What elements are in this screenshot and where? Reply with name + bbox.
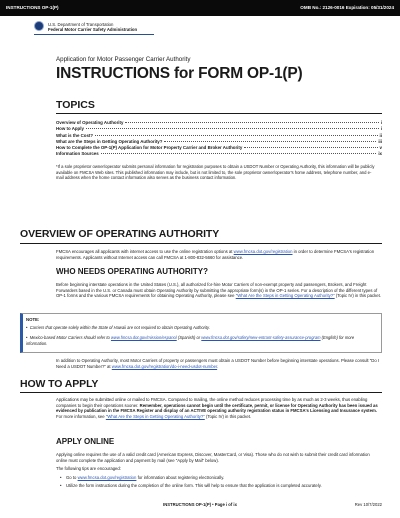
apply-online-heading: APPLY ONLINE [56, 437, 115, 446]
toc-heading: TOPICS [56, 99, 95, 111]
how-to-apply-bold: Remember, operations cannot begin until the certificate, permit, or license for Operating Authority has been issued as evidenced by publication in the FMCSA Register and display of an ACTIVE operating authority registration status in FMCSA's Licensing and Insurance system. [56, 402, 378, 414]
how-to-apply-paragraph [56, 397, 382, 420]
note-mexico-text: (Spanish) or [176, 335, 202, 340]
note-mexico-text: (English) for more information. [26, 335, 355, 346]
steps-link-2[interactable]: "What Are the Steps in Getting Operating Authority?" [105, 414, 205, 420]
apply-online-paragraph: Applying online requires the use of a valid credit card (American Express, Discover, MasterCard, or Visa). Those who do not wish to submit their credit card information online must complete the application and payment by mail (see "Apply by Mail" below). [56, 452, 370, 463]
usdot-link[interactable]: www.fmcsa.dot.gov/registration/do-i-need-usdot-number [111, 363, 218, 369]
toc-item-label: How to Complete the OP-1(P) Application for Motor Property Carrier and Broker Authority [56, 145, 243, 151]
toc-item-page: v [379, 145, 382, 151]
how-to-apply-heading: HOW TO APPLY [20, 378, 99, 390]
toc-leader [125, 122, 378, 123]
toc-leader [86, 128, 379, 129]
note-hawaii: • Carriers that operate solely within the State of Hawaii are not required to obtain Operating Authority. [26, 325, 210, 330]
who-needs-text: Before beginning interstate operations in the United States (U.S.), all authorized for-hire Motor Carriers of non-exempt property and passengers, Brokers, and Freight Forwarders based in the U.S. or Canada must obtain Operating Authority by submitting the appropriate form(s) in the OP-1 series. For a description of the different types of OP-1 forms and the various FMCSA requirements for obtaining Operating Authority, please see [56, 282, 378, 299]
note-box [20, 313, 382, 353]
page-title: INSTRUCTIONS for FORM OP-1(P) [56, 65, 303, 82]
toc-item-label: Information Sources [56, 151, 99, 157]
pre-title: Application for Motor Passenger Carrier Authority [56, 56, 191, 63]
registration-link[interactable]: www.fmcsa.dot.gov/registration [233, 249, 293, 254]
tip-item: • Utilize the form instructions during the completion of the online form. This will help to ensure that the application is completed accurately. [66, 483, 382, 489]
toc-divider [56, 113, 382, 114]
note-label: NOTE: [26, 317, 40, 322]
english-link[interactable]: www.fmcsa.dot.gov/safety/new-entrant-safety-assurance-program [201, 335, 321, 340]
steps-link[interactable]: "What Are the Steps in Getting Operating Authority?" [235, 293, 335, 299]
usdot-text: In addition to Operating Authority, most Motor Carriers of property or passengers must obtain a USDOT Number before beginning interstate operations. Please consult "Do I Need a USDOT Number?" at [56, 358, 380, 369]
toc-item-label: What are the Steps in Getting Operating Authority? [56, 138, 163, 144]
tip-text: for information about registering electronically. [136, 475, 225, 480]
tip-registration-link[interactable]: www.fmcsa.dot.gov/registration [77, 475, 137, 480]
overview-text: in order to determine FMCSA's registration requirements. Applicants without Internet access can call FMCSA at 1-800-832-5660 for assistance. [56, 249, 375, 260]
overview-divider [20, 243, 382, 244]
toc-list [56, 120, 382, 158]
tip-item [66, 475, 382, 481]
how-to-apply-divider [20, 392, 382, 393]
who-needs-text: (Topic IV) in this packet. [334, 293, 381, 299]
header-bar [0, 0, 400, 16]
usdot-paragraph [56, 358, 382, 369]
who-needs-heading: WHO NEEDS OPERATING AUTHORITY? [56, 267, 208, 276]
overview-heading: OVERVIEW OF OPERATING AUTHORITY [20, 228, 220, 240]
toc-leader [244, 147, 377, 148]
agency-divider [34, 34, 154, 35]
agency-department: U.S. Department of Transportation [48, 22, 114, 27]
toc-item-label: Overview of Operating Authority [56, 120, 124, 125]
tip-text: Go to [66, 475, 78, 480]
toc-item-page: i [380, 120, 382, 125]
dot-seal-icon [34, 21, 44, 31]
toc-item-label: How to Apply [56, 126, 84, 132]
agency-block [48, 22, 137, 32]
header-omb-number: OMB No.: 2126-0016 Expiration: 05/31/2024 [300, 5, 394, 10]
toc-item-page: iii [378, 138, 382, 144]
tips-intro: The following tips are encouraged: [56, 466, 121, 471]
toc-leader [164, 141, 376, 142]
toc-item-label: What is the Cost? [56, 132, 94, 138]
toc-item-page: i [380, 126, 382, 132]
who-needs-paragraph [56, 282, 382, 299]
toc-leader [101, 153, 377, 154]
how-to-apply-text: For more information, see [56, 414, 106, 420]
spanish-link[interactable]: www.fmcsa.dot.gov/mission/espanol [110, 335, 177, 340]
how-to-apply-text: (Topic IV) in this packet. [204, 414, 252, 420]
header-form-name: INSTRUCTIONS OP-1(P) [6, 5, 59, 10]
note-hawaii-text: Carriers that operate solely within the State of Hawaii are not required to obtain Operating Authority. [29, 325, 210, 330]
how-to-apply-text: Applications may be submitted online or mailed to FMCSA. Compared to mailing, the online method reduces processing time by as much as 2-3 weeks, thus enabling companies to begin their operations sooner. [56, 397, 368, 408]
overview-text: FMCSA encourages all applicants with internet access to use the online registration options at [56, 249, 234, 254]
overview-paragraph [56, 249, 382, 260]
agency-name: Federal Motor Carrier Safety Administration [48, 27, 138, 33]
footer-revision: Rev 10/7/2022 [354, 502, 382, 507]
note-mexico: • Mexico-based Motor Carriers should refer to www.fmcsa.dot.gov/mission/espanol (Spanish) or www.fmcsa.dot.gov/safety/new-entrant-safety-assurance-program (English) for more information. [26, 335, 355, 346]
toc-item-page: ix [378, 151, 382, 157]
toc-leader [95, 135, 377, 136]
note-mexico-text: Mexico-based Motor Carriers should refer to [29, 335, 111, 340]
privacy-note: *If a sole proprietor owner/operator submits personal information for registration purposes to obtain a USDOT Number or Operating Authority, this information will be publicly available on FMCSA Web sites. This published information may include, but is not limited to, the sole proprietor owner/operator's home address, telephone number, and e-mail address when the home contact information also serves as the business contact information. [56, 164, 375, 181]
usdot-text: . [217, 363, 219, 369]
toc-item-page: ii [379, 132, 382, 138]
toc-item[interactable] [56, 151, 382, 157]
footer-page-label: INSTRUCTIONS OP-1(P) • Page i of ix [163, 502, 237, 507]
